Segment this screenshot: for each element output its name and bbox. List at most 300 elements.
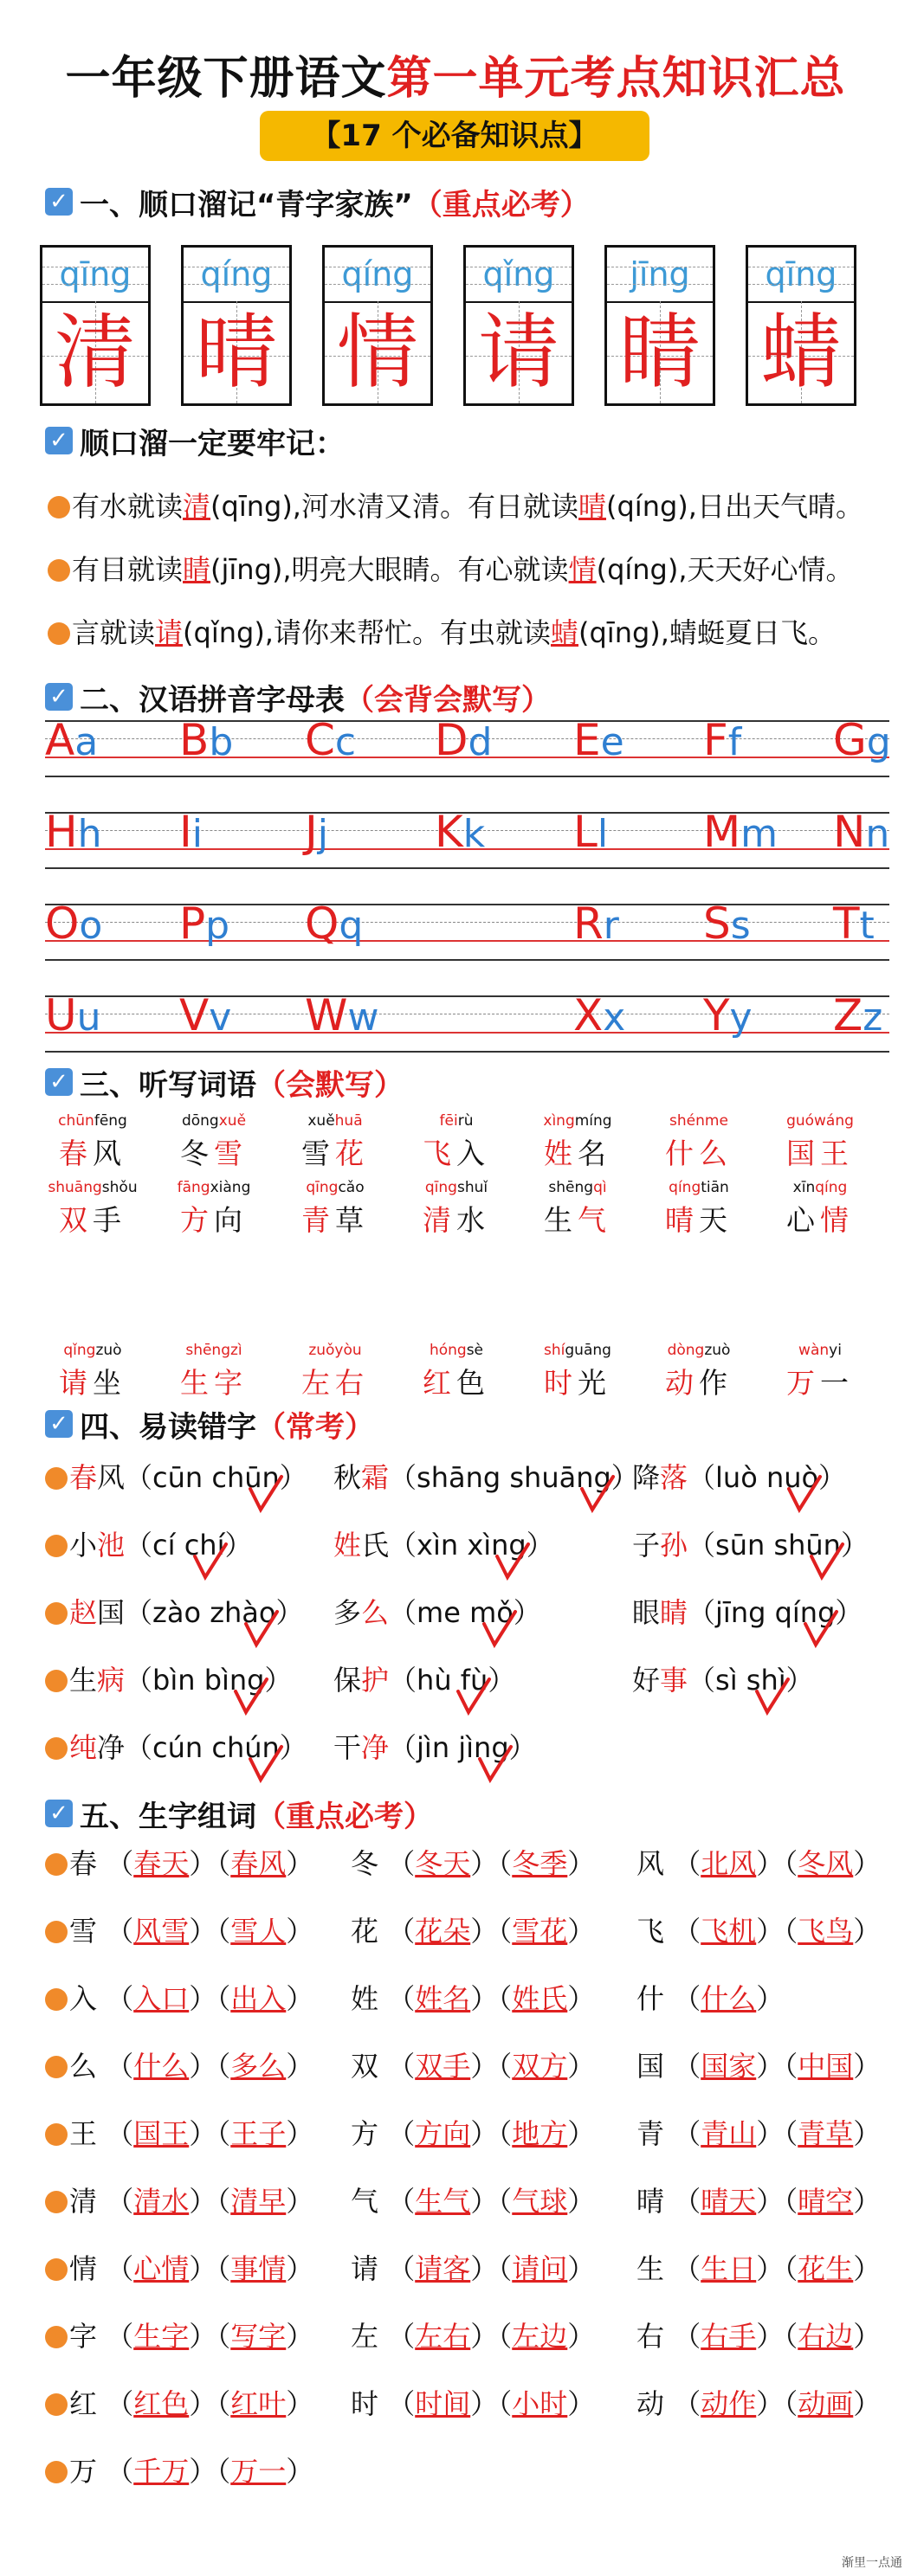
text: ）: [567, 2387, 596, 2420]
word-group: [45, 2180, 313, 2219]
text: ）: [853, 2185, 882, 2218]
word-pinyin: [772, 1111, 868, 1131]
lowercase-letter: n: [865, 812, 890, 856]
text: wàn: [798, 1342, 830, 1359]
text: （: [387, 1915, 416, 1948]
word-item: [772, 1111, 868, 1172]
text: ）: [189, 2387, 217, 2420]
mistake-item: [632, 1658, 814, 1698]
highlight-char: 情: [568, 553, 597, 586]
word-group: [636, 2112, 881, 2152]
text: 心: [786, 1203, 820, 1237]
text: fēi: [439, 1112, 458, 1130]
mistake-char: 赵: [69, 1596, 98, 1629]
text: 保: [333, 1664, 362, 1697]
group-word: 双手: [415, 2050, 471, 2083]
mistake-item: [632, 1591, 863, 1631]
text: （: [673, 2050, 701, 2083]
word-chars: [651, 1131, 746, 1172]
group-word: 国家: [701, 2050, 757, 2083]
group-word: 雪人: [230, 1915, 287, 1948]
text: （: [106, 1982, 134, 2015]
guide-line: [42, 284, 148, 285]
check-mark-icon: [476, 1743, 514, 1787]
group-word: 右手: [701, 2320, 757, 2353]
text: xiàng: [210, 1179, 251, 1196]
word-item: [651, 1340, 746, 1401]
text: qīng: [306, 1179, 339, 1196]
check-mark-icon: [455, 1676, 493, 1719]
lowercase-letter: h: [77, 812, 102, 856]
text: 情: [820, 1203, 854, 1237]
mistake-item: [333, 1591, 541, 1631]
group-word: 动画: [798, 2387, 854, 2420]
rhyme-heading: ✓ 顺口溜一定要牢记：: [45, 419, 345, 462]
group-word: 右边: [798, 2320, 854, 2353]
pinyin-options: （cūn chūn）: [125, 1461, 307, 1494]
letter-pair: [833, 807, 889, 857]
pinyin-text: qīng: [42, 248, 148, 303]
text: 生: [69, 1664, 98, 1697]
word-group: [351, 2382, 595, 2422]
group-word: 花朵: [415, 1915, 471, 1948]
lowercase-letter: g: [866, 720, 891, 764]
pinyin-options: （zào zhào）: [125, 1596, 304, 1629]
text: shuāng: [48, 1179, 102, 1196]
word-item: [409, 1111, 504, 1172]
word-chars: [409, 1131, 504, 1172]
word-group: [45, 1977, 313, 2017]
text: 有水就读: [72, 490, 184, 523]
text: ）: [189, 2455, 217, 2488]
word-group: [351, 2045, 595, 2084]
text: （: [216, 2050, 231, 2083]
text: （: [784, 2117, 798, 2150]
letter-pair: [435, 807, 485, 857]
uppercase-letter: A: [45, 715, 75, 765]
mistake-item: [45, 1523, 252, 1563]
text: 么: [699, 1137, 733, 1170]
group-word: 事情: [230, 2252, 287, 2285]
text: （: [784, 1915, 798, 1948]
character-text: 睛: [618, 306, 701, 400]
word-chars: [288, 1361, 383, 1401]
lowercase-letter: w: [347, 995, 379, 1040]
text: 方: [180, 1203, 214, 1237]
base-char: 么: [69, 2050, 107, 2083]
word-group: [636, 1842, 881, 1882]
text: （: [673, 2185, 701, 2218]
character-text: 清: [54, 306, 136, 400]
uppercase-letter: U: [45, 990, 77, 1040]
word-group: [636, 2382, 881, 2422]
lowercase-letter: q: [339, 904, 364, 948]
pinyin-options: （sūn shūn）: [688, 1529, 869, 1562]
text: me: [704, 1112, 728, 1130]
highlight-char: 晴: [578, 490, 606, 523]
uppercase-letter: I: [179, 807, 192, 857]
checkbox-icon: ✓: [45, 683, 73, 711]
text: （: [673, 2387, 701, 2420]
check-mark-icon: [191, 1541, 229, 1584]
word-pinyin: [651, 1340, 746, 1361]
bullet-icon: [48, 559, 70, 582]
word-pinyin: [45, 1177, 140, 1198]
letter-pair: [45, 807, 102, 857]
text: wáng: [814, 1112, 854, 1130]
text: qīng: [424, 1179, 457, 1196]
letter-pair: [833, 898, 875, 949]
text: 清: [423, 1203, 456, 1237]
word-item: [45, 1340, 140, 1401]
base-char: 国: [636, 2050, 674, 2083]
word-group: [351, 1977, 595, 2017]
text: shēng: [185, 1342, 230, 1359]
pinyin-text: jīng: [607, 248, 713, 303]
ruling-line: [45, 776, 889, 777]
pinyin-options: （jìn jìng）: [389, 1731, 537, 1764]
group-word: 冬天: [415, 1847, 471, 1880]
word-pinyin: [772, 1177, 868, 1198]
mistake-char: 纯: [69, 1731, 98, 1764]
word-group: [351, 2112, 595, 2152]
text: rù: [457, 1112, 474, 1130]
text: 冬: [180, 1137, 214, 1170]
group-word: 青山: [701, 2117, 757, 2150]
letter-pair: [833, 715, 891, 765]
text: dòng: [667, 1342, 705, 1359]
lowercase-letter: x: [603, 995, 626, 1040]
word-item: [530, 1340, 625, 1401]
text: （: [498, 2117, 513, 2150]
text: （: [784, 2050, 798, 2083]
mistake-char: 事: [660, 1664, 688, 1697]
text: ）: [567, 2050, 596, 2083]
text: shǒu: [101, 1179, 138, 1196]
group-word: 小时: [512, 2387, 568, 2420]
mistake-item: [45, 1456, 307, 1496]
group-word: 飞机: [701, 1915, 757, 1948]
text: ）: [853, 1847, 882, 1880]
text: （: [387, 2050, 416, 2083]
guide-line: [607, 284, 713, 285]
word-pinyin: [409, 1177, 504, 1198]
check-mark-icon: [808, 1541, 846, 1584]
mistake-item: [45, 1658, 293, 1698]
group-word: 什么: [133, 2050, 190, 2083]
uppercase-letter: M: [703, 807, 741, 857]
word-group: [45, 2450, 313, 2489]
bullet-icon: [45, 1853, 68, 1876]
group-word: 姓名: [415, 1982, 471, 2015]
word-pinyin: [166, 1340, 262, 1361]
text: ）: [470, 1847, 499, 1880]
text: ）: [286, 1982, 314, 2015]
text: dōng: [181, 1112, 219, 1130]
highlight-char: 蜻: [550, 616, 578, 649]
word-group: [351, 1842, 595, 1882]
lowercase-letter: b: [209, 720, 234, 764]
text: ）: [286, 2185, 314, 2218]
group-word: 中国: [798, 2050, 854, 2083]
letter-pair: [573, 715, 624, 765]
uppercase-letter: N: [833, 807, 866, 857]
letter-pair: [703, 898, 751, 949]
text: （: [673, 1915, 701, 1948]
text: 降: [632, 1461, 661, 1494]
uppercase-letter: T: [833, 898, 860, 949]
mistake-char: 病: [97, 1664, 126, 1697]
word-pinyin: [651, 1111, 746, 1131]
mistake-char: 姓: [333, 1529, 362, 1562]
text: yòu: [334, 1342, 362, 1359]
text: 动: [665, 1366, 699, 1400]
text: ）: [567, 2252, 596, 2285]
group-word: 生日: [701, 2252, 757, 2285]
group-word: 入口: [133, 1982, 190, 2015]
text: ）: [756, 2050, 785, 2083]
text: （: [784, 2185, 798, 2218]
word-group: [45, 2382, 313, 2422]
word-pinyin: [288, 1111, 383, 1131]
text: ）: [756, 2387, 785, 2420]
text: ）: [567, 2320, 596, 2353]
text: （: [387, 2387, 416, 2420]
text: 一: [820, 1366, 854, 1400]
checkbox-icon: ✓: [45, 1068, 73, 1096]
word-chars: [651, 1198, 746, 1239]
word-chars: [772, 1361, 868, 1401]
pinyin-text: qíng: [325, 248, 430, 303]
word-item: [288, 1111, 383, 1172]
text: míng: [574, 1112, 612, 1130]
text: （: [784, 1847, 798, 1880]
group-word: 飞鸟: [798, 1915, 854, 1948]
check-mark-icon: [802, 1608, 840, 1652]
text: 万: [786, 1366, 820, 1400]
text: 请: [59, 1366, 93, 1400]
mistake-char: 霜: [361, 1461, 390, 1494]
word-group: [45, 2045, 313, 2084]
text: 坐: [93, 1366, 126, 1400]
alphabet-row: [45, 898, 889, 959]
text: 什: [665, 1137, 699, 1170]
text: （: [498, 2050, 513, 2083]
bullet-icon: [48, 622, 70, 645]
text: 国: [97, 1596, 126, 1629]
group-word: 方向: [415, 2117, 471, 2150]
lowercase-letter: o: [79, 904, 103, 948]
lowercase-letter: f: [727, 720, 742, 764]
uppercase-letter: P: [179, 898, 206, 949]
group-word: 春天: [133, 1847, 190, 1880]
ruling-line: [45, 995, 889, 997]
word-chars: [409, 1361, 504, 1401]
text: ）: [189, 2185, 217, 2218]
base-char: 清: [69, 2185, 107, 2218]
text: （: [106, 2050, 134, 2083]
text: ）: [470, 2050, 499, 2083]
text: 水: [456, 1203, 490, 1237]
word-chars: [530, 1198, 625, 1239]
text: fēng: [94, 1112, 127, 1130]
uppercase-letter: Q: [305, 898, 339, 949]
pinyin-options: （me mǒ）: [389, 1596, 541, 1629]
bullet-icon: [45, 1467, 68, 1490]
word-item: [166, 1177, 262, 1239]
text: 作: [699, 1366, 733, 1400]
checkbox-icon: ✓: [45, 427, 73, 454]
letter-pair: [573, 898, 619, 949]
group-word: 心情: [133, 2252, 190, 2285]
lowercase-letter: c: [334, 720, 357, 764]
pinyin-options: （cí chí）: [125, 1529, 253, 1562]
text: （: [498, 2252, 513, 2285]
text: （: [498, 1982, 513, 2015]
text: zuò: [95, 1342, 122, 1359]
text: ）: [470, 2185, 499, 2218]
text: 草: [335, 1203, 369, 1237]
section-3-heading: ✓ 三、听写词语 （会默写）: [45, 1060, 404, 1104]
base-char: 姓: [351, 1982, 388, 2015]
checkbox-icon: ✓: [45, 1800, 73, 1827]
alphabet-row: [45, 807, 890, 867]
bullet-icon: [45, 1535, 68, 1557]
text: shén: [669, 1112, 705, 1130]
text: ）: [470, 2320, 499, 2353]
character-box: [322, 245, 433, 406]
section-4-heading: ✓ 四、易读错字 （常考）: [45, 1402, 374, 1446]
word-pinyin: [651, 1177, 746, 1198]
letter-pair: [435, 715, 492, 765]
guide-line: [466, 284, 572, 285]
word-group: [45, 1909, 313, 1949]
text: xīn: [792, 1179, 816, 1196]
uppercase-letter: R: [573, 898, 604, 949]
text: 子: [632, 1529, 661, 1562]
text: （: [673, 1982, 701, 2015]
base-char: 雪: [69, 1915, 107, 1948]
bullet-icon: [45, 1670, 68, 1692]
check-mark-icon: [247, 1473, 285, 1517]
text: （: [498, 1915, 513, 1948]
word-item: [45, 1111, 140, 1172]
bullet-icon: [45, 1737, 68, 1760]
mistake-item: [333, 1456, 639, 1496]
text: shí: [544, 1342, 565, 1359]
lowercase-letter: s: [730, 904, 751, 948]
group-word: 国王: [133, 2117, 190, 2150]
ruling-line: [45, 867, 889, 869]
bullet-icon: [45, 2258, 68, 2281]
text: qíng: [815, 1179, 848, 1196]
letter-pair: [179, 715, 233, 765]
text: 秋: [333, 1461, 362, 1494]
word-group: [636, 1909, 881, 1949]
base-char: 情: [69, 2252, 107, 2285]
letter-pair: [703, 715, 741, 765]
base-char: 气: [351, 2185, 388, 2218]
text: (qīng),河水清又清。有日就读: [210, 490, 578, 523]
text: 生: [180, 1366, 214, 1400]
text: （: [216, 2455, 231, 2488]
lowercase-letter: r: [603, 904, 619, 948]
group-word: 风雪: [133, 1915, 190, 1948]
text: 春: [59, 1137, 93, 1170]
word-pinyin: [530, 1177, 625, 1198]
word-group: [351, 2247, 595, 2287]
text: 时: [544, 1366, 578, 1400]
uppercase-letter: O: [45, 898, 80, 949]
text: 好: [632, 1664, 661, 1697]
mistake-item: [45, 1591, 303, 1631]
text: zuǒ: [308, 1342, 335, 1359]
text: （: [216, 2252, 231, 2285]
uppercase-letter: S: [703, 898, 731, 949]
word-item: [530, 1177, 625, 1239]
base-char: 生: [636, 2252, 674, 2285]
text: ）: [189, 2252, 217, 2285]
letter-pair: [179, 990, 231, 1040]
text: 姓: [544, 1137, 578, 1170]
group-word: 清早: [230, 2185, 287, 2218]
text: 风: [97, 1461, 126, 1494]
section-1-heading: ✓ 一、顺口溜记“青字家族” （重点必考）: [45, 180, 590, 223]
text: 名: [578, 1137, 611, 1170]
text: 有目就读: [72, 553, 184, 586]
text: ）: [853, 2050, 882, 2083]
text: （: [784, 2252, 798, 2285]
text: ）: [286, 1915, 314, 1948]
text: （: [673, 2117, 701, 2150]
word-chars: [409, 1198, 504, 1239]
rhyme-line: [48, 611, 836, 651]
group-word: 春风: [230, 1847, 287, 1880]
word-group: [45, 2112, 313, 2152]
highlight-char: 睛: [183, 553, 211, 586]
group-word: 万一: [230, 2455, 287, 2488]
letter-pair: [703, 990, 753, 1040]
group-word: 冬季: [512, 1847, 568, 1880]
word-chars: [288, 1198, 383, 1239]
word-item: [651, 1111, 746, 1172]
pinyin-options: （hù fù）: [389, 1664, 516, 1697]
text: zuò: [704, 1342, 731, 1359]
word-group: [636, 2247, 881, 2287]
text: （: [387, 1847, 416, 1880]
word-group: [45, 2315, 313, 2354]
text: ）: [470, 2117, 499, 2150]
letter-pair: [573, 807, 608, 857]
word-chars: [530, 1131, 625, 1172]
text: ）: [286, 2117, 314, 2150]
text: qì: [593, 1179, 607, 1196]
text: ）: [286, 2320, 314, 2353]
base-char: 王: [69, 2117, 107, 2150]
uppercase-letter: J: [305, 807, 318, 857]
pinyin-options: （sì shì）: [688, 1664, 814, 1697]
alphabet-row: [45, 990, 889, 1051]
text: （: [106, 1847, 134, 1880]
text: ）: [853, 2387, 882, 2420]
text: 字: [214, 1366, 248, 1400]
group-word: 写字: [230, 2320, 287, 2353]
lowercase-letter: v: [209, 995, 232, 1040]
lowercase-letter: l: [597, 812, 609, 856]
text: （: [106, 2320, 134, 2353]
character-box: [746, 245, 856, 406]
title-badge: 【17 个必备知识点】: [260, 111, 649, 161]
